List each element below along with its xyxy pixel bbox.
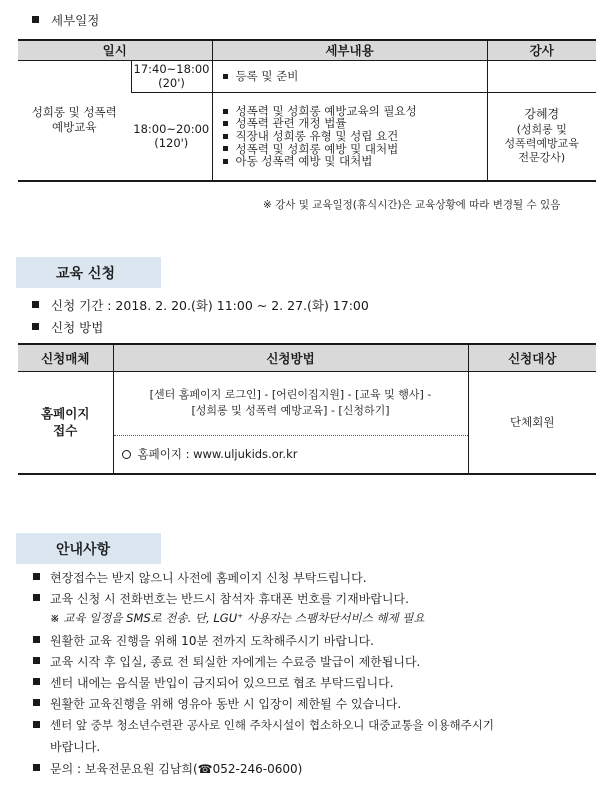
bullet-square-icon bbox=[33, 699, 40, 706]
list-item: 성폭력 및 성희롱 예방교육의 필요성 bbox=[223, 105, 487, 118]
bullet-square-icon bbox=[32, 301, 39, 308]
schedule-header-instructor: 강사 bbox=[487, 40, 596, 60]
bullet-square-icon bbox=[33, 594, 40, 601]
notice-item: 원활한 교육진행을 위해 영유아 동반 시 입장이 제한될 수 있습니다. bbox=[33, 695, 401, 712]
apply-section-title: 교육 신청 bbox=[16, 257, 161, 288]
apply-header-medium: 신청매체 bbox=[18, 344, 113, 371]
sms-note: ※ 교육 일정을 SMS로 전송. 단, LGU⁺ 사용자는 스팸차단서비스 해제 필요 bbox=[50, 611, 425, 625]
bullet-square-icon bbox=[33, 764, 40, 771]
notice-item: 센터 앞 중부 청소년수련관 공사로 인해 주차시설이 협소하오니 대중교통을 이용해주시기 bbox=[33, 717, 494, 733]
bullet-square-icon bbox=[33, 636, 40, 643]
list-item: 직장내 성희롱 유형 및 성립 요건 bbox=[223, 130, 487, 143]
session1-content bbox=[212, 60, 487, 92]
apply-table bbox=[18, 343, 596, 475]
notice-section-title: 안내사항 bbox=[16, 533, 161, 564]
list-item: 성폭력 관련 개정 법률 bbox=[223, 117, 487, 130]
schedule-heading: 세부일정 bbox=[32, 11, 99, 29]
bullet-square-icon bbox=[33, 721, 40, 728]
list-item: 아동 성폭력 예방 및 대처법 bbox=[223, 155, 487, 168]
apply-medium: 홈페이지 접수 bbox=[41, 406, 90, 439]
circle-bullet-icon bbox=[122, 450, 131, 459]
notice-continuation: 바랍니다. bbox=[50, 740, 101, 754]
bullet-square-icon bbox=[223, 159, 228, 164]
list-item: 성폭력 및 성희롱 예방 및 대처법 bbox=[223, 143, 487, 156]
notice-item: 현장접수는 받지 않으니 사전에 홈페이지 신청 부탁드립니다. bbox=[33, 569, 367, 586]
notice-item: 원활한 교육 진행을 위해 10분 전까지 도착해주시기 바랍니다. bbox=[33, 632, 374, 649]
program-name: 성희롱 및 성폭력 예방교육 bbox=[31, 105, 117, 135]
session2-content bbox=[212, 92, 487, 181]
session1-time: 17:40~18:00 (20') bbox=[131, 60, 212, 92]
bullet-square-icon bbox=[33, 678, 40, 685]
bullet-square-icon bbox=[223, 121, 228, 126]
apply-header-target: 신청대상 bbox=[468, 344, 596, 371]
apply-homepage: 홈페이지 : www.uljukids.or.kr bbox=[113, 435, 468, 474]
schedule-table bbox=[18, 39, 596, 182]
notice-item: 센터 내에는 음식물 반입이 금지되어 있으므로 협조 부탁드립니다. bbox=[33, 674, 394, 691]
schedule-header-content: 세부내용 bbox=[212, 40, 487, 60]
bullet-square-icon bbox=[33, 573, 40, 580]
schedule-note: ※ 강사 및 교육일정(휴식시간)은 교육상황에 따라 변경될 수 있음 bbox=[263, 199, 561, 211]
bullet-square-icon bbox=[223, 134, 228, 139]
bullet-square-icon bbox=[223, 109, 228, 114]
apply-path: [센터 홈페이지 로그인] - [어린이집지원] - [교육 및 행사] - [성희롱 및 성폭력 예방교육] - [신청하기] bbox=[113, 371, 468, 435]
bullet-square-icon bbox=[223, 146, 228, 151]
apply-method-heading: 신청 방법 bbox=[32, 318, 103, 336]
bullet-square-icon bbox=[32, 16, 39, 23]
schedule-header-datetime: 일시 bbox=[18, 40, 212, 60]
bullet-square-icon bbox=[33, 657, 40, 664]
notice-item: 교육 신청 시 전화번호는 반드시 참석자 휴대폰 번호를 기재바랍니다. bbox=[33, 590, 409, 607]
apply-period: 신청 기간 : 2018. 2. 20.(화) 11:00 ~ 2. 27.(화) 17:00 bbox=[32, 296, 369, 314]
bullet-square-icon bbox=[223, 74, 228, 79]
apply-header-method: 신청방법 bbox=[113, 344, 468, 371]
notice-contact: 문의 : 보육전문요원 김남희(☎052-246-0600) bbox=[33, 760, 302, 777]
notice-item: 교육 시작 후 입실, 종료 전 퇴실한 자에게는 수료증 발급이 제한됩니다. bbox=[33, 653, 420, 670]
list-item: 등록 및 준비 bbox=[223, 70, 487, 83]
session2-time: 18:00~20:00 (120') bbox=[133, 122, 210, 151]
bullet-square-icon bbox=[32, 323, 39, 330]
instructor-info: 강혜경 (성희롱 및 성폭력예방교육 전문강사) bbox=[487, 92, 596, 181]
apply-target: 단체회원 bbox=[468, 371, 596, 474]
